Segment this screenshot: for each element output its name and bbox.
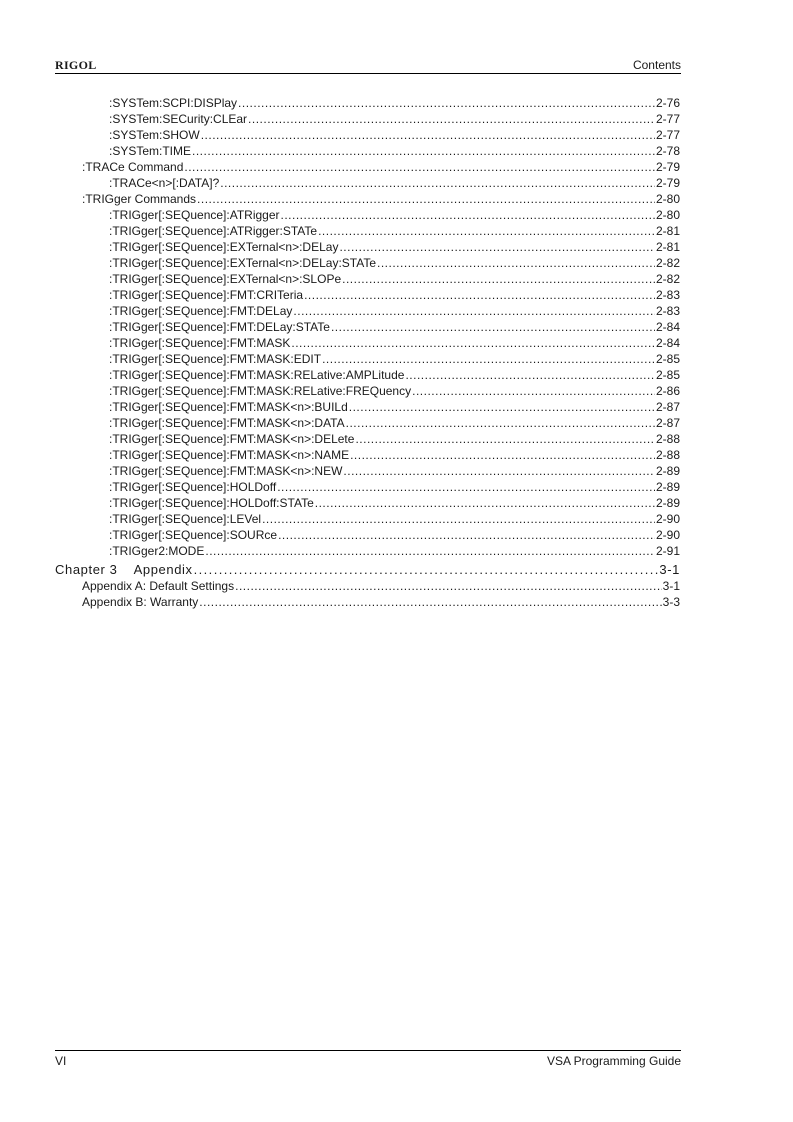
toc-entry[interactable]	[109, 383, 680, 399]
toc-entry-title: :TRIGger[:SEQuence]:LEVel	[109, 512, 262, 526]
toc-dot-leader	[355, 431, 655, 447]
toc-dot-leader	[197, 191, 655, 207]
toc-dot-leader	[339, 239, 655, 255]
toc-entry-title: :TRIGger[:SEQuence]:ATRigger:STATe	[109, 224, 318, 238]
toc-entry-page: 2-87	[655, 416, 680, 430]
toc-entry-title: :TRIGger[:SEQuence]:HOLDoff:STATe	[109, 496, 314, 510]
toc-entry-page: 2-77	[655, 112, 680, 126]
toc-entry-title: :TRACe<n>[:DATA]?	[109, 176, 220, 190]
toc-entry[interactable]	[109, 127, 680, 143]
toc-entry-title: :TRIGger[:SEQuence]:ATRigger	[109, 208, 280, 222]
toc-entry[interactable]	[109, 495, 680, 511]
page-footer	[55, 1050, 681, 1071]
toc-entry-title: :TRIGger[:SEQuence]:FMT:MASK	[109, 336, 291, 350]
toc-entry-title: :TRIGger[:SEQuence]:FMT:MASK<n>:DELete	[109, 432, 355, 446]
toc-entry[interactable]	[109, 463, 680, 479]
toc-entry-title: :TRIGger[:SEQuence]:EXTernal<n>:DELay:STATe	[109, 256, 377, 270]
toc-entry-title: :SYSTem:TIME	[109, 144, 192, 158]
toc-entry-page: 2-81	[655, 240, 680, 254]
toc-dot-leader	[343, 463, 655, 479]
toc-entry[interactable]	[109, 319, 680, 335]
toc-entry-page: 3-1	[662, 579, 680, 593]
toc-entry[interactable]	[109, 367, 680, 383]
toc-dot-leader	[349, 399, 655, 415]
toc-entry-title: :TRIGger[:SEQuence]:FMT:MASK<n>:DATA	[109, 416, 345, 430]
toc-entry[interactable]	[82, 594, 680, 610]
toc-dot-leader	[220, 175, 655, 191]
section-title: Contents	[632, 58, 681, 72]
toc-entry[interactable]	[109, 415, 680, 431]
toc-entry-page: 2-87	[655, 400, 680, 414]
toc-entry-title: :TRIGger Commands	[82, 192, 197, 206]
toc-dot-leader	[331, 319, 655, 335]
toc-entry-title: :TRIGger[:SEQuence]:FMT:MASK<n>:NEW	[109, 464, 343, 478]
toc-entry-title: :TRIGger[:SEQuence]:FMT:MASK<n>:NAME	[109, 448, 350, 462]
toc-entry-page: 2-82	[655, 256, 680, 270]
toc-entry-title: :TRIGger[:SEQuence]:FMT:MASK:EDIT	[109, 352, 322, 366]
toc-entry[interactable]	[109, 223, 680, 239]
toc-entry[interactable]	[109, 447, 680, 463]
toc-entry-title: :TRIGger[:SEQuence]:EXTernal<n>:DELay	[109, 240, 339, 254]
toc-entry[interactable]	[109, 543, 680, 559]
toc-entry[interactable]	[109, 399, 680, 415]
toc-dot-leader	[205, 543, 655, 559]
toc-dot-leader	[184, 159, 655, 175]
toc-entry-page: 2-76	[655, 96, 680, 110]
toc-entry[interactable]	[109, 287, 680, 303]
toc-entry-title: Chapter 3 Appendix	[55, 562, 193, 577]
toc-dot-leader	[262, 511, 655, 527]
toc-entry-title: :TRIGger[:SEQuence]:FMT:DELay	[109, 304, 293, 318]
toc-entry-page: 2-84	[655, 336, 680, 350]
toc-entry-title: :TRIGger[:SEQuence]:FMT:MASK:RELative:FREQuency	[109, 384, 412, 398]
toc-dot-leader	[315, 495, 655, 511]
toc-entry-title: Appendix A: Default Settings	[82, 579, 235, 593]
toc-entry-title: :TRIGger[:SEQuence]:FMT:MASK<n>:BUILd	[109, 400, 348, 414]
toc-entry[interactable]	[109, 303, 680, 319]
toc-entry[interactable]	[109, 479, 680, 495]
toc-entry-page: 2-77	[655, 128, 680, 142]
toc-entry-title: :SYSTem:SCPI:DISPlay	[109, 96, 238, 110]
toc-entry[interactable]	[109, 527, 680, 543]
toc-entry-page: 3-3	[662, 595, 680, 609]
toc-entry-title: :TRIGger[:SEQuence]:FMT:CRITeria	[109, 288, 304, 302]
toc-entry-title: Appendix B: Warranty	[82, 595, 199, 609]
toc-dot-leader	[277, 479, 655, 495]
toc-entry-page: 2-85	[655, 352, 680, 366]
toc-entry-page: 2-89	[655, 464, 680, 478]
toc-entry[interactable]	[109, 175, 680, 191]
toc-entry-page: 2-83	[655, 304, 680, 318]
toc-entry[interactable]	[82, 159, 680, 175]
toc-entry-title: :TRIGger2:MODE	[109, 544, 205, 558]
toc-entry[interactable]	[82, 191, 680, 207]
toc-entry[interactable]	[109, 143, 680, 159]
toc-entry-title: :TRACe Command	[82, 160, 184, 174]
toc-entry-title: :TRIGger[:SEQuence]:HOLDoff	[109, 480, 277, 494]
toc-dot-leader	[291, 335, 655, 351]
brand-logo-text: RIGOL	[55, 58, 97, 72]
toc-entry-page: 2-89	[655, 480, 680, 494]
toc-entry-page: 2-89	[655, 496, 680, 510]
toc-entry-page: 2-83	[655, 288, 680, 302]
toc-entry-title: :TRIGger[:SEQuence]:EXTernal<n>:SLOPe	[109, 272, 342, 286]
toc-entry[interactable]	[109, 511, 680, 527]
page-header	[55, 56, 681, 74]
toc-dot-leader	[278, 527, 655, 543]
toc-entry-page: 2-79	[655, 176, 680, 190]
toc-entry-page: 2-80	[655, 192, 680, 206]
toc-dot-leader	[318, 223, 655, 239]
toc-entry[interactable]	[109, 239, 680, 255]
toc-entry[interactable]	[109, 207, 680, 223]
toc-entry[interactable]	[109, 95, 680, 111]
toc-entry[interactable]	[109, 431, 680, 447]
toc-entry-page: 2-88	[655, 448, 680, 462]
toc-entry-page: 2-88	[655, 432, 680, 446]
toc-dot-leader	[412, 383, 655, 399]
toc-entry[interactable]	[109, 111, 680, 127]
toc-entry[interactable]	[82, 578, 680, 594]
toc-dot-leader	[350, 447, 655, 463]
toc-dot-leader	[342, 271, 655, 287]
toc-dot-leader	[281, 207, 655, 223]
toc-entry[interactable]	[109, 255, 680, 271]
toc-entry-page: 2-84	[655, 320, 680, 334]
toc-dot-leader	[405, 367, 655, 383]
toc-entry-title: :SYSTem:SHOW	[109, 128, 200, 142]
toc-dot-leader	[248, 111, 655, 127]
toc-entry[interactable]	[109, 335, 680, 351]
toc-dot-leader	[346, 415, 655, 431]
toc-entry-title: :TRIGger[:SEQuence]:FMT:MASK:RELative:AMPLitude	[109, 368, 405, 382]
toc-entry-page: 3-1	[659, 562, 680, 577]
toc-dot-leader	[293, 303, 655, 319]
toc-chapter-entry[interactable]	[55, 561, 680, 578]
toc-entry-page: 2-85	[655, 368, 680, 382]
toc-dot-leader	[201, 127, 655, 143]
toc-dot-leader	[199, 594, 661, 610]
toc-entry-page: 2-86	[655, 384, 680, 398]
toc-entry-title: :TRIGger[:SEQuence]:FMT:DELay:STATe	[109, 320, 330, 334]
toc-entry-page: 2-79	[655, 160, 680, 174]
document-title: VSA Programming Guide	[546, 1054, 681, 1068]
toc-dot-leader	[192, 143, 655, 159]
toc-entry-page: 2-91	[655, 544, 680, 558]
toc-entry-page: 2-78	[655, 144, 680, 158]
toc-entry-title: :SYSTem:SECurity:CLEar	[109, 112, 248, 126]
toc-dot-leader	[322, 351, 655, 367]
toc-entry-page: 2-82	[655, 272, 680, 286]
toc-entry-title: :TRIGger[:SEQuence]:SOURce	[109, 528, 278, 542]
toc-entry[interactable]	[109, 351, 680, 367]
toc-dot-leader	[238, 95, 655, 111]
toc-entry-page: 2-80	[655, 208, 680, 222]
toc-dot-leader	[304, 287, 655, 303]
toc-entry-page: 2-90	[655, 512, 680, 526]
toc-entry[interactable]	[109, 271, 680, 287]
toc-dot-leader	[235, 578, 662, 594]
toc-entry-page: 2-81	[655, 224, 680, 238]
toc-dot-leader	[377, 255, 655, 271]
page-number: VI	[55, 1054, 67, 1068]
toc-dot-leader	[194, 561, 659, 578]
toc-entry-page: 2-90	[655, 528, 680, 542]
